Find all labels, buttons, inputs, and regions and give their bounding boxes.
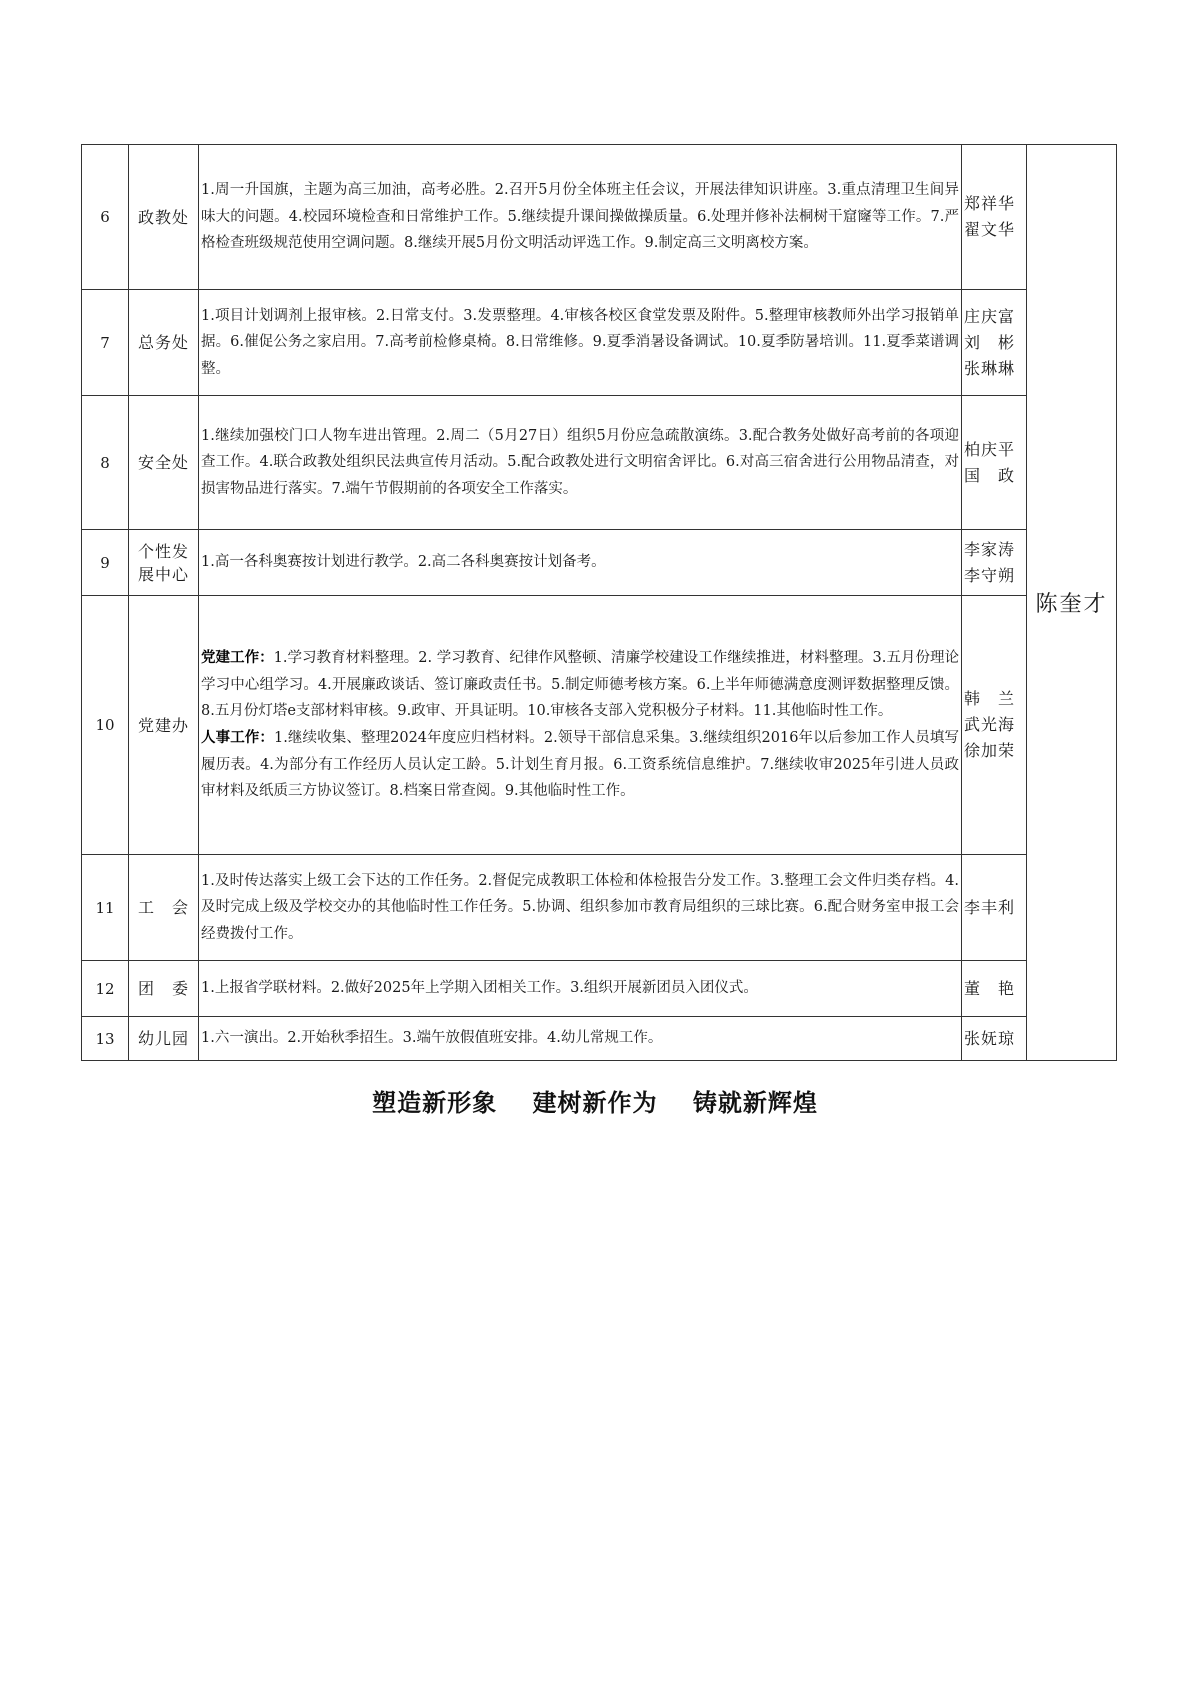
row-number: 13 — [82, 1017, 129, 1061]
owner-name: 柏庆平 — [964, 439, 1016, 459]
responsible-persons — [962, 961, 1027, 1017]
row-number: 6 — [82, 145, 129, 290]
table-row — [82, 855, 1117, 961]
responsible-persons — [962, 396, 1027, 530]
table-row — [82, 290, 1117, 396]
owner-name: 董 艳 — [964, 978, 1016, 998]
row-number: 12 — [82, 961, 129, 1017]
owner-name: 郑祥华 — [964, 194, 1016, 213]
department-name: 政教处 — [129, 145, 199, 290]
responsible-persons — [962, 596, 1027, 855]
owner-name: 李守朔 — [964, 565, 1016, 585]
party-work-heading: 党建工作： — [201, 649, 274, 667]
owner-name: 武光海 — [964, 715, 1016, 734]
hr-work-heading: 人事工作： — [201, 729, 274, 746]
party-work-text: 1.学习教育材料整理。2. 学习教育、纪律作风整顿、清廉学校建设工作继续推进，材料整理。3.五月份理论学习中心组学习。4.开展廉政谈话、签订廉政责任书。5.制定师德考核方案。6.上半年师德满意度测评数据整理反馈。8.五月份灯塔e支部材料审核。9.政审、开具证明。10.审核各支部入党积极分子材料。11.其他临时性工作。 — [201, 650, 960, 720]
row-number: 10 — [82, 596, 129, 855]
slogan: 塑造新形象 建树新作为 铸就新辉煌 — [372, 1088, 818, 1117]
table-row — [82, 1017, 1117, 1061]
department-name: 总务处 — [129, 290, 199, 396]
owner-name: 国 政 — [964, 465, 1016, 485]
department-name: 安全处 — [129, 396, 199, 530]
task-content: 1.项目计划调剂上报审核。2.日常支付。3.发票整理。4.审核各校区食堂发票及附件。5.整理审核教师外出学习报销单据。6.催促公务之家启用。7.高考前检修桌椅。8.日常维修。9.夏季消暑设备调试。10.夏季防暑培训。11.夏季菜谱调整。 — [199, 290, 962, 396]
task-content: 1.继续加强校门口人物车进出管理。2.周二（5月27日）组织5月份应急疏散演练。3.配合教务处做好高考前的各项迎查工作。4.联合政教处组织民法典宣传月活动。5.配合政教处进行文明宿舍评比。6.对高三宿舍进行公用物品清查，对损害物品进行落实。7.端午节假期前的各项安全工作落实。 — [199, 396, 962, 530]
table-row — [82, 530, 1117, 596]
supervising-leader: 陈奎才 — [1027, 145, 1117, 1061]
owner-name: 李丰利 — [964, 897, 1016, 917]
department-name: 个性发展中心 — [129, 530, 199, 596]
owner-name: 韩 兰 — [964, 689, 1016, 708]
department-name: 团 委 — [129, 961, 199, 1017]
task-content: 1.上报省学联材料。2.做好2025年上学期入团相关工作。3.组织开展新团员入团仪式。 — [199, 961, 962, 1017]
task-content — [199, 596, 962, 855]
responsible-persons — [962, 290, 1027, 396]
responsible-persons — [962, 855, 1027, 961]
row-number: 11 — [82, 855, 129, 961]
task-content: 1.高一各科奥赛按计划进行教学。2.高二各科奥赛按计划备考。 — [199, 530, 962, 596]
owner-name: 张妩琼 — [964, 1028, 1016, 1048]
responsible-persons — [962, 530, 1027, 596]
task-content: 1.及时传达落实上级工会下达的工作任务。2.督促完成教职工体检和体检报告分发工作。3.整理工会文件归类存档。4.及时完成上级及学校交办的其他临时性工作任务。5.协调、组织参加市教育局组织的三球比赛。6.配合财务室申报工会经费拨付工作。 — [199, 855, 962, 961]
party-work-section — [201, 645, 959, 725]
row-number: 7 — [82, 290, 129, 396]
department-name: 工 会 — [129, 855, 199, 961]
owner-name: 徐加荣 — [964, 741, 1016, 760]
row-number: 8 — [82, 396, 129, 530]
task-content: 1.六一演出。2.开始秋季招生。3.端午放假值班安排。4.幼儿常规工作。 — [199, 1017, 962, 1061]
owner-name: 李家涛 — [964, 539, 1016, 559]
row-number: 9 — [82, 530, 129, 596]
department-name: 党建办 — [129, 596, 199, 855]
responsible-persons — [962, 145, 1027, 290]
department-name: 幼儿园 — [129, 1017, 199, 1061]
owner-name: 张琳琳 — [964, 358, 1016, 378]
responsible-persons — [962, 1017, 1027, 1061]
owner-name: 庄庆富 — [964, 306, 1016, 326]
owner-name: 刘 彬 — [964, 332, 1016, 352]
table-row — [82, 961, 1117, 1017]
hr-work-text: 1.继续收集、整理2024年度应归档材料。2.领导干部信息采集。3.继续组织2016年以后参加工作人员填写履历表。4.为部分有工作经历人员认定工龄。5.计划生育月报。6.工资系统信息维护。7.继续收审2025年引进人员政审材料及纸质三方协议签订。8.档案日常查阅。9.其他临时性工作。 — [201, 730, 960, 800]
hr-work-section — [201, 725, 959, 805]
table-row — [82, 396, 1117, 530]
owner-name: 翟文华 — [964, 220, 1016, 239]
work-plan-table — [81, 144, 1117, 1061]
table-row — [82, 145, 1117, 290]
task-content: 1.周一升国旗，主题为高三加油，高考必胜。2.召开5月份全体班主任会议，开展法律知识讲座。3.重点清理卫生间异味大的问题。4.校园环境检查和日常维护工作。5.继续提升课间操做操质量。6.处理并修补法桐树干窟窿等工作。7.严格检查班级规范使用空调问题。8.继续开展5月份文明活动评选工作。9.制定高三文明离校方案。 — [199, 145, 962, 290]
table-row — [82, 596, 1117, 855]
